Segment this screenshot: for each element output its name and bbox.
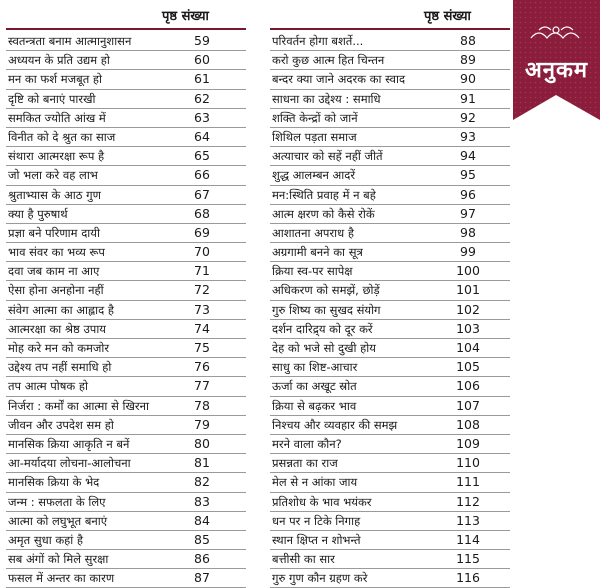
- chapter-title: साधु का शिष्ट-आचार: [272, 360, 358, 375]
- page-number: 108: [456, 416, 480, 432]
- page-number: 67: [194, 186, 210, 202]
- chapter-title: आ-मर्यादया लोचना-आलोचना: [8, 456, 131, 471]
- chapter-title: जीवन और उपदेश सम हो: [8, 417, 114, 432]
- chapter-title: दृष्टि को बनाएं पारखी: [8, 91, 96, 106]
- contents-row: [270, 435, 510, 454]
- contents-row: [6, 109, 246, 128]
- chapter-title: दर्शन दारिद्र्य को दूर करें: [272, 321, 373, 336]
- chapter-title: अग्रगामी बनने का सूत्र: [272, 245, 363, 260]
- page-number: 79: [194, 416, 210, 432]
- contents-heading: अनुकम: [524, 58, 589, 83]
- chapter-title: गुरु शिष्य का सुखद संयोग: [272, 302, 381, 317]
- page-number: 114: [456, 531, 480, 547]
- contents-row: [270, 90, 510, 109]
- page-number: 91: [460, 90, 476, 106]
- chapter-title: जो भला करे वह लाभ: [8, 168, 98, 183]
- contents-row: [270, 416, 510, 435]
- chapter-title: करो कुछ आत्म हित चिन्तन: [272, 53, 385, 68]
- contents-row: [6, 70, 246, 89]
- contents-row: [6, 531, 246, 550]
- page-number: 74: [194, 320, 210, 336]
- page-number: 107: [456, 397, 480, 413]
- page-number: 99: [460, 244, 476, 260]
- chapter-title: धन पर न टिके निगाह: [272, 513, 361, 528]
- contents-row: [270, 147, 510, 166]
- chapter-title: क्रिया से बढ़कर भाव: [272, 398, 357, 413]
- page-number: 75: [194, 340, 210, 355]
- contents-row: [6, 301, 246, 320]
- page-number: 78: [194, 397, 210, 413]
- chapter-title: मेल से न आंका जाय: [272, 475, 358, 490]
- page-number: 70: [194, 244, 210, 260]
- chapter-title: शुद्ध आलम्बन आदरें: [272, 168, 356, 183]
- contents-row: [270, 301, 510, 320]
- chapter-title: आशातना अपराध है: [272, 225, 354, 240]
- page-number: 103: [456, 320, 480, 336]
- contents-row: [270, 128, 510, 147]
- chapter-title: देह को भजे सो दुखी होय: [272, 341, 376, 355]
- chapter-title: ऐसा होना अनहोना नहीं: [8, 283, 104, 298]
- page-number: 92: [460, 109, 476, 125]
- page-number: 98: [460, 224, 476, 240]
- chapter-title: निश्चय और व्यवहार की समझ: [272, 417, 398, 432]
- contents-row: [270, 51, 510, 70]
- contents-row: [270, 512, 510, 531]
- contents-row: [6, 339, 246, 358]
- chapter-title: विनीत को दे श्रुत का साज: [8, 129, 116, 144]
- contents-row: [270, 243, 510, 262]
- contents-row: [270, 262, 510, 281]
- contents-row: [6, 512, 246, 531]
- contents-row: [6, 435, 246, 454]
- chapter-title: संथारा आत्मरक्षा रूप है: [8, 149, 105, 164]
- contents-row: [6, 224, 246, 243]
- page-number: 65: [194, 148, 210, 164]
- page-number: 61: [194, 71, 210, 87]
- contents-row: [270, 166, 510, 185]
- chapter-title: परिवर्तन होगा बशर्ते...: [272, 34, 364, 48]
- contents-row: [6, 147, 246, 166]
- header-divider-left: [6, 28, 246, 30]
- page-number: 93: [460, 128, 476, 144]
- page-number: 95: [460, 167, 476, 183]
- page-number-header-left: पृष्ठ संख्या: [162, 9, 209, 24]
- contents-row: [6, 550, 246, 569]
- page-number: 69: [194, 224, 210, 240]
- contents-column-left: [6, 32, 246, 588]
- chapter-title: अध्ययन के प्रति उद्यम हो: [8, 53, 110, 68]
- chapter-title: निर्जरा : कर्मों का आत्मा से खिरना: [8, 398, 149, 413]
- contents-row: [6, 473, 246, 492]
- chapter-title: फसल में अन्तर का कारण: [8, 571, 115, 586]
- page-number-header-right: पृष्ठ संख्या: [424, 9, 471, 24]
- chapter-title: मानसिक क्रिया के भेद: [8, 475, 100, 490]
- chapter-title: स्थान क्षिप्त न शोभन्ते: [272, 532, 361, 547]
- contents-row: [270, 569, 510, 588]
- page-number: 64: [194, 128, 210, 144]
- page-number: 72: [194, 282, 210, 298]
- contents-row: [6, 166, 246, 185]
- chapter-title: अत्याचार को सहें नहीं जीतें: [272, 149, 383, 164]
- chapter-title: शिथिल पड़ता समाज: [272, 129, 357, 144]
- page-number: 116: [456, 570, 480, 586]
- chapter-title: साधना का उद्देश्य : समाधि: [272, 91, 381, 106]
- page-number: 71: [194, 263, 210, 279]
- page-number: 62: [194, 90, 210, 106]
- contents-row: [270, 32, 510, 51]
- contents-row: [6, 416, 246, 435]
- chapter-title: तप आत्म पोषक हो: [8, 379, 88, 394]
- page-number: 73: [194, 301, 210, 317]
- chapter-title: दवा जब काम ना आए: [8, 264, 100, 279]
- page-number: 113: [456, 512, 480, 528]
- page-number: 88: [460, 33, 476, 48]
- page-number: 81: [194, 455, 210, 471]
- page-number: 96: [460, 186, 476, 202]
- chapter-title: आत्मरक्षा का श्रेष्ठ उपाय: [8, 321, 106, 336]
- contents-row: [6, 377, 246, 396]
- page-number: 68: [194, 205, 210, 221]
- contents-row: [270, 473, 510, 492]
- contents-row: [270, 109, 510, 128]
- chapter-title: जन्म : सफलता के लिए: [8, 494, 106, 509]
- chapter-title: आत्म क्षरण को कैसे रोकें: [272, 206, 375, 221]
- chapter-title: समकित ज्योति आंख में: [8, 110, 106, 125]
- page-number: 80: [194, 435, 210, 451]
- chapter-title: अमृत सुधा कहां है: [8, 532, 84, 547]
- chapter-title: प्रतिशोध के भाव भयंकर: [272, 494, 372, 509]
- contents-row: [270, 205, 510, 224]
- page-number: 104: [456, 340, 480, 355]
- contents-row: [6, 320, 246, 339]
- chapter-title: शक्ति केन्द्रों को जानें: [272, 110, 358, 125]
- contents-row: [270, 70, 510, 89]
- page-number: 85: [194, 531, 210, 547]
- page-number: 76: [194, 359, 210, 375]
- chapter-title: आत्मा को लघुभूत बनाएं: [8, 513, 108, 528]
- chapter-title: बन्दर क्या जाने अदरक का स्वाद: [272, 72, 406, 87]
- header-divider-right: [270, 28, 510, 30]
- contents-row: [270, 454, 510, 473]
- chapter-title: गुरु गुण कौन ग्रहण करे: [272, 571, 368, 586]
- contents-row: [6, 186, 246, 205]
- page-number: 110: [456, 455, 480, 471]
- contents-row: [6, 243, 246, 262]
- chapter-title: प्रज्ञा बने परिणाम दायी: [8, 225, 100, 240]
- page-number: 77: [194, 378, 210, 394]
- contents-column-right: [270, 32, 510, 588]
- page-number: 109: [456, 435, 480, 451]
- page-number: 111: [456, 474, 480, 490]
- chapter-title: भाव संवर का भव्य रूप: [8, 245, 105, 260]
- page-number: 86: [194, 551, 210, 567]
- page-number: 94: [460, 148, 476, 164]
- chapter-title: बत्तीसी का सार: [272, 552, 335, 567]
- contents-row: [6, 32, 246, 51]
- page-number: 83: [194, 493, 210, 509]
- chapter-title: श्रुताभ्यास के आठ गुण: [8, 187, 101, 202]
- page-number: 100: [456, 263, 480, 279]
- chapter-title: स्वतन्त्रता बनाम आत्मानुशासन: [8, 34, 132, 48]
- chapter-title: क्या है पुरुषार्थ: [8, 206, 68, 221]
- page-number: 89: [460, 52, 476, 68]
- contents-row: [6, 262, 246, 281]
- chapter-title: मरने वाला कौन?: [272, 436, 342, 451]
- contents-row: [6, 90, 246, 109]
- contents-row: [270, 550, 510, 569]
- contents-row: [270, 377, 510, 396]
- contents-row: [270, 493, 510, 512]
- contents-row: [270, 186, 510, 205]
- contents-row: [6, 205, 246, 224]
- chapter-title: मोह करे मन को कमजोर: [8, 341, 110, 355]
- chapter-title: ऊर्जा का अखूट स्रोत: [272, 379, 357, 394]
- page-number: 102: [456, 301, 480, 317]
- page-number: 105: [456, 359, 480, 375]
- contents-row: [6, 493, 246, 512]
- contents-row: [6, 281, 246, 300]
- page-number: 90: [460, 71, 476, 87]
- page-number: 60: [194, 52, 210, 68]
- page-number: 84: [194, 512, 210, 528]
- page-number: 115: [456, 551, 480, 567]
- contents-row: [6, 51, 246, 70]
- page-number: 106: [456, 378, 480, 394]
- chapter-title: सब अंगों को मिले सुरक्षा: [8, 552, 109, 567]
- page-number: 82: [194, 474, 210, 490]
- contents-row: [6, 569, 246, 588]
- chapter-title: क्रिया स्व-पर सापेक्ष: [272, 264, 353, 279]
- contents-row: [6, 358, 246, 377]
- page-number: 59: [194, 33, 210, 48]
- chapter-title: मन का फर्श मजबूत हो: [8, 72, 102, 87]
- contents-row: [270, 531, 510, 550]
- chapter-title: मानसिक क्रिया आकृति न बनें: [8, 436, 130, 451]
- page-number: 97: [460, 205, 476, 221]
- page-number: 63: [194, 109, 210, 125]
- page-number: 112: [456, 493, 480, 509]
- page-number: 66: [194, 167, 210, 183]
- contents-row: [6, 128, 246, 147]
- page-number: 101: [456, 282, 480, 298]
- contents-row: [270, 320, 510, 339]
- chapter-title: उद्देश्य तप नहीं समाधि हो: [8, 360, 112, 375]
- contents-row: [270, 281, 510, 300]
- contents-row: [270, 358, 510, 377]
- contents-row: [270, 397, 510, 416]
- contents-row: [6, 397, 246, 416]
- chapter-title: मन:स्थिति प्रवाह में न बहे: [272, 187, 376, 202]
- page-number: 87: [194, 570, 210, 586]
- contents-row: [270, 224, 510, 243]
- contents-row: [270, 339, 510, 358]
- chapter-title: संवेग आत्मा का आह्लाद है: [8, 302, 114, 317]
- chapter-title: अधिकरण को समझें, छोड़ें: [272, 283, 380, 298]
- chapter-title: प्रसन्नता का राज: [272, 456, 338, 471]
- contents-row: [6, 454, 246, 473]
